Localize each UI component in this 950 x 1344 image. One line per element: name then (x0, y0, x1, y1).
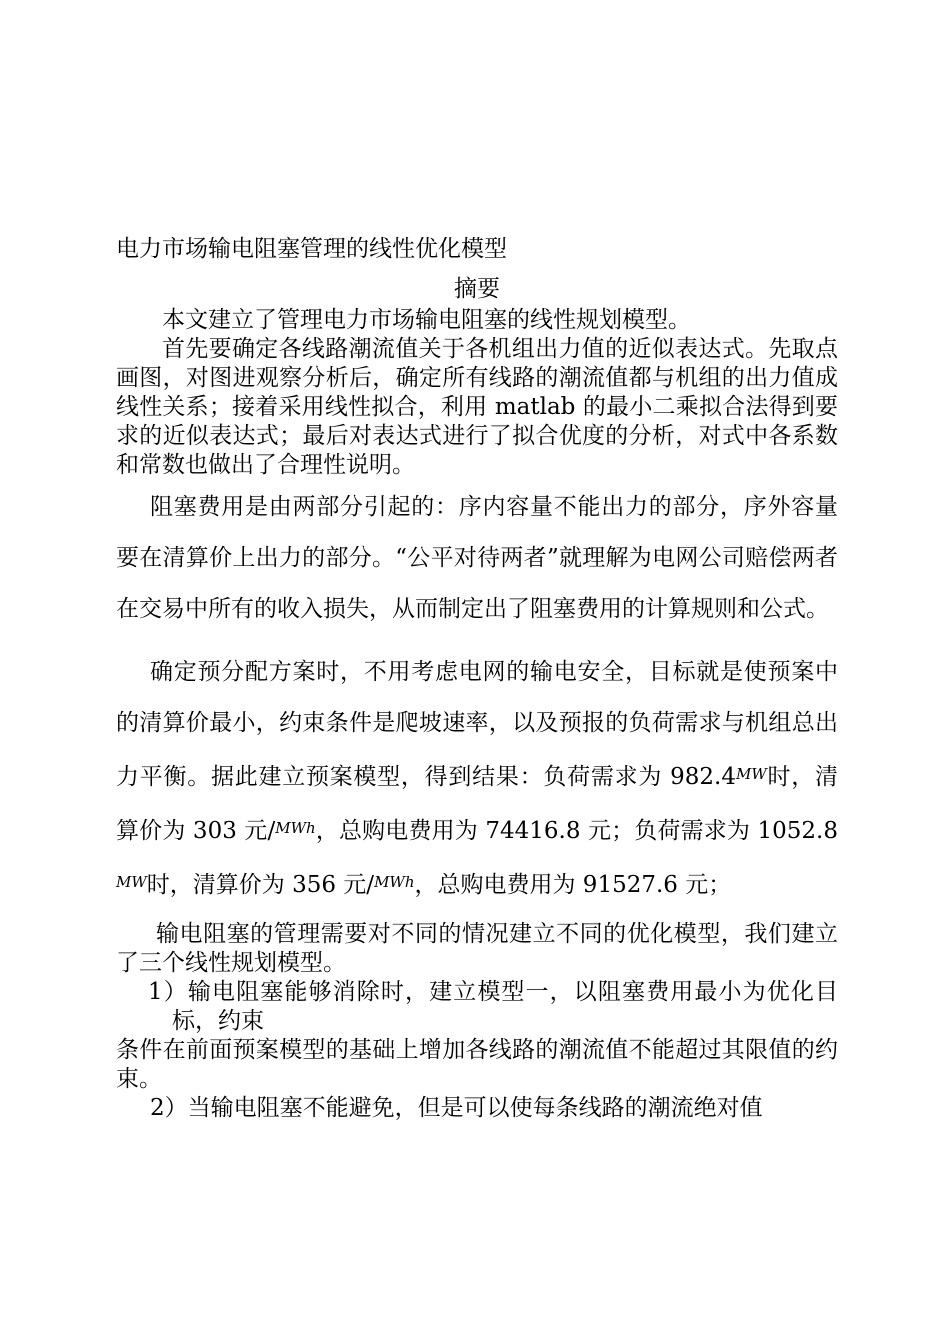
abstract-paragraph-approximation: 首先要确定各线路潮流值关于各机组出力值的近似表达式。先取点画图，对图进观察分析后，确定所有线路的潮流值都与机组的出力值成线性关系；接着采用线性拟合，利用 matlab 的最小二乘拟合法得到要求的近似表达式；最后对表达式进行了拟合优度的分析，对式中各系数和常数也做出了合理性说明。 (116, 336, 838, 478)
preplan-text-5: ，总购电费用为 91527.6 元； (414, 872, 732, 898)
abstract-paragraph-preplan (116, 647, 838, 911)
document-title: 电力市场输电阻塞管理的线性优化模型 (116, 236, 507, 262)
preplan-text-4: 时，清算价为 356 元/ (146, 872, 375, 898)
model-one-continuation: 条件在前面预案模型的基础上增加各线路的潮流值不能超过其限值的约束。 (116, 1037, 838, 1092)
unit-mwh-2: MWh (374, 873, 415, 891)
document-body (116, 232, 838, 1123)
model-two-item: 2）当输电阻塞不能避免，但是可以使每条线路的潮流绝对值 (150, 1095, 763, 1121)
preplan-text-1: 确定预分配方案时，不用考虑电网的输电安全，目标就是使预案中的清算价最小，约束条件是爬坡速率，以及预报的负荷需求与机组总出力平衡。据此建立预案模型，得到结果：负荷需求为 982.4 (116, 659, 838, 790)
abstract-paragraph-congestion-cost: 阻塞费用是由两部分引起的：序内容量不能出力的部分，序外容量要在清算价上出力的部分。“公平对待两者”就理解为电网公司赔偿两者在交易中所有的收入损失，从而制定出了阻塞费用的计算规则和公式。 (116, 494, 838, 622)
preplan-text-3: ，总购电费用为 74416.8 元；负荷需求为 1052.8 (315, 818, 838, 844)
abstract-paragraph-models: 输电阻塞的管理需要对不同的情况建立不同的优化模型，我们建立了三个线性规划模型。 (116, 921, 838, 976)
unit-mwh-1: MWh (275, 819, 316, 837)
preplan-text-2: 时，清算价为 303 元/ (116, 764, 839, 844)
unit-mw-1: MW (736, 765, 767, 783)
unit-mw-2: MW (116, 873, 147, 891)
abstract-heading: 摘要 (454, 276, 500, 302)
abstract-paragraph-intro: 本文建立了管理电力市场输电阻塞的线性规划模型。 (162, 307, 691, 333)
model-one-item: 1）输电阻塞能够消除时，建立模型一，以阻塞费用最小为优化目标，约束 (148, 979, 838, 1034)
